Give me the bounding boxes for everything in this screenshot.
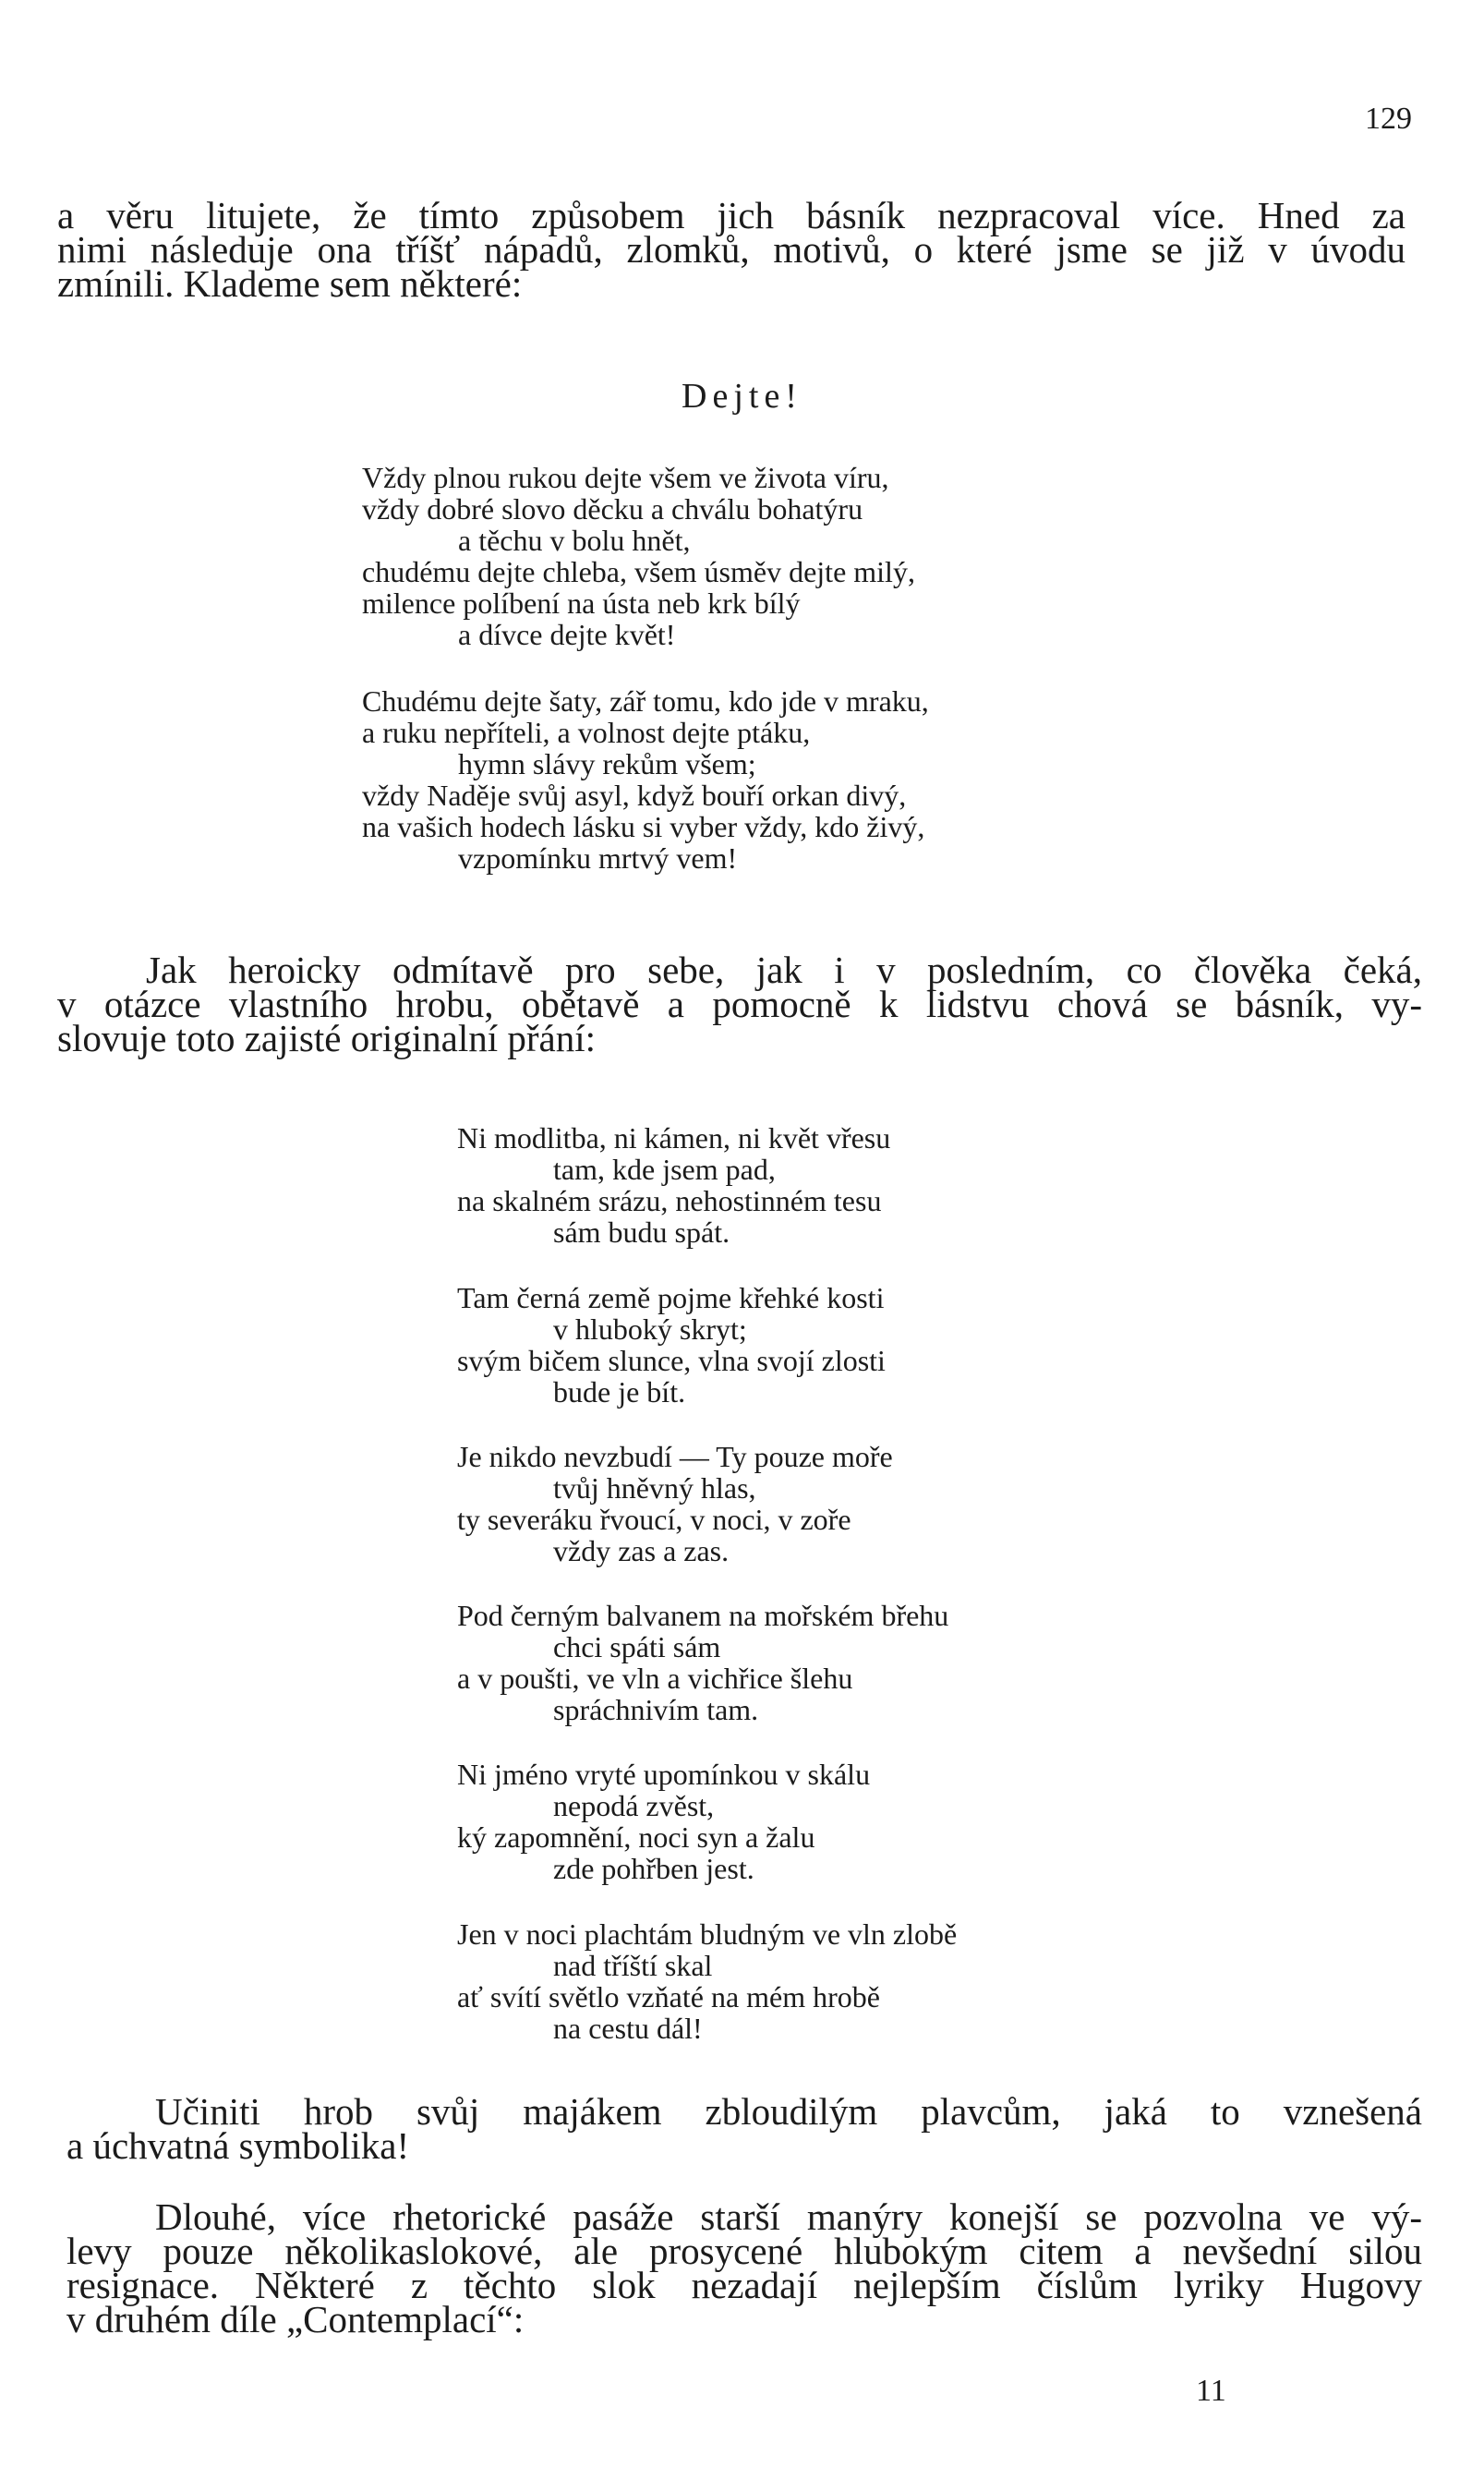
poem2-stanza-6 <box>457 1918 957 2044</box>
verse-line: ký zapomnění, noci syn a žalu <box>457 1820 815 1854</box>
verse-line: na skalném srázu, nehostinném tesu <box>457 1184 882 1217</box>
verse-line: bude je bít. <box>553 1375 686 1409</box>
poem2-stanza-4 <box>457 1600 948 1725</box>
text-line: levy pouze několikaslokové, ale prosycené hlubokým citem a nevšední silou <box>66 2230 1422 2272</box>
verse-line: vždy zas a zas. <box>553 1534 730 1567</box>
verse-line: vzpomínku mrtvý vem! <box>458 841 738 875</box>
closing-paragraph-1 <box>66 2090 1422 2167</box>
page-number: 129 <box>1365 102 1412 136</box>
verse-line: milence políbení na ústa neb krk bílý <box>362 586 801 620</box>
text-line: resignace. Některé z těchto slok nezadají nejlepším číslům lyriky Hugovy <box>66 2264 1422 2306</box>
verse-line: nad tříští skal <box>553 1949 713 1982</box>
verse-line: a ruku nepříteli, a volnost dejte ptáku, <box>362 716 811 749</box>
verse-line: a dívce dejte květ! <box>458 618 676 651</box>
poem2-stanza-1 <box>457 1122 890 1248</box>
verse-line: tam, kde jsem pad, <box>553 1153 776 1186</box>
verse-line: Ni modlitba, ni kámen, ni květ vřesu <box>457 1121 891 1155</box>
poem-title: Dejte! <box>682 377 802 416</box>
text-line: a věru litujete, že tímto způsobem jich básník nezpracoval více. Hned za <box>57 194 1406 236</box>
verse-line: vždy dobré slovo děcku a chválu bohatýru <box>362 492 863 526</box>
verse-line: a těchu v bolu hnět, <box>458 524 691 557</box>
closing-paragraph-2 <box>66 2195 1422 2340</box>
verse-line: Pod černým balvanem na mořském břehu <box>457 1599 949 1632</box>
verse-line: v hluboký skryt; <box>553 1312 747 1346</box>
poem1-stanza-1 <box>362 462 915 650</box>
verse-line: hymn slávy rekům všem; <box>458 747 756 780</box>
verse-line: chudému dejte chleba, všem úsměv dejte milý, <box>362 555 915 588</box>
poem2-stanza-5 <box>457 1759 870 1884</box>
intro-paragraph <box>57 194 1406 305</box>
text-line: v druhém díle „Contemplací“: <box>66 2298 525 2340</box>
text-line: Jak heroicky odmítavě pro sebe, jak i v posledním, co člověka čeká, <box>146 949 1422 991</box>
verse-line: Vždy plnou rukou dejte všem ve života víru, <box>362 461 889 494</box>
text-line: v otázce vlastního hrobu, obětavě a pomocně k lidstvu chová se básník, vy- <box>57 983 1422 1025</box>
text-line: a úchvatná symbolika! <box>66 2124 410 2167</box>
poem2-stanza-3 <box>457 1441 893 1566</box>
verse-line: svým bičem slunce, vlna svojí zlosti <box>457 1344 886 1377</box>
text-line: slovuje toto zajisté originalní přání: <box>57 1017 596 1059</box>
text-line: Dlouhé, více rhetorické pasáže starší manýry konejší se pozvolna ve vý- <box>155 2195 1422 2238</box>
verse-line: vždy Naděje svůj asyl, když bouří orkan divý, <box>362 779 907 812</box>
verse-line: Tam černá země pojme křehké kosti <box>457 1281 885 1314</box>
verse-line: na vašich hodech lásku si vyber vždy, kdo živý, <box>362 810 925 843</box>
verse-line: Chudému dejte šaty, zář tomu, kdo jde v mraku, <box>362 684 929 718</box>
verse-line: a v poušti, ve vln a vichřice šlehu <box>457 1662 853 1695</box>
verse-line: ať svítí světlo vzňaté na mém hrobě <box>457 1980 880 2013</box>
text-line: nimi následuje ona tříšť nápadů, zlomků, motivů, o které jsme se již v úvodu <box>57 228 1406 271</box>
text-line: Učiniti hrob svůj majákem zbloudilým plavcům, jaká to vznešená <box>155 2090 1422 2133</box>
poem2-stanza-2 <box>457 1282 886 1408</box>
verse-line: spráchnivím tam. <box>553 1693 759 1726</box>
verse-line: Je nikdo nevzbudí — Ty pouze moře <box>457 1440 893 1473</box>
verse-line: zde pohřben jest. <box>553 1852 754 1885</box>
verse-line: nepodá zvěst, <box>553 1789 715 1822</box>
signature-mark: 11 <box>1196 2374 1226 2408</box>
verse-line: ty severáku řvoucí, v noci, v zoře <box>457 1503 851 1536</box>
verse-line: tvůj hněvný hlas, <box>553 1471 756 1505</box>
verse-line: Jen v noci plachtám bludným ve vln zlobě <box>457 1917 958 1951</box>
verse-line: Ni jméno vryté upomínkou v skálu <box>457 1758 871 1791</box>
verse-line: sám budu spát. <box>553 1215 730 1249</box>
poem1-stanza-2 <box>362 685 929 874</box>
middle-paragraph <box>57 949 1422 1059</box>
text-line: zmínili. Klademe sem některé: <box>57 262 523 305</box>
verse-line: chci spáti sám <box>553 1630 721 1663</box>
verse-line: na cestu dál! <box>553 2012 703 2045</box>
